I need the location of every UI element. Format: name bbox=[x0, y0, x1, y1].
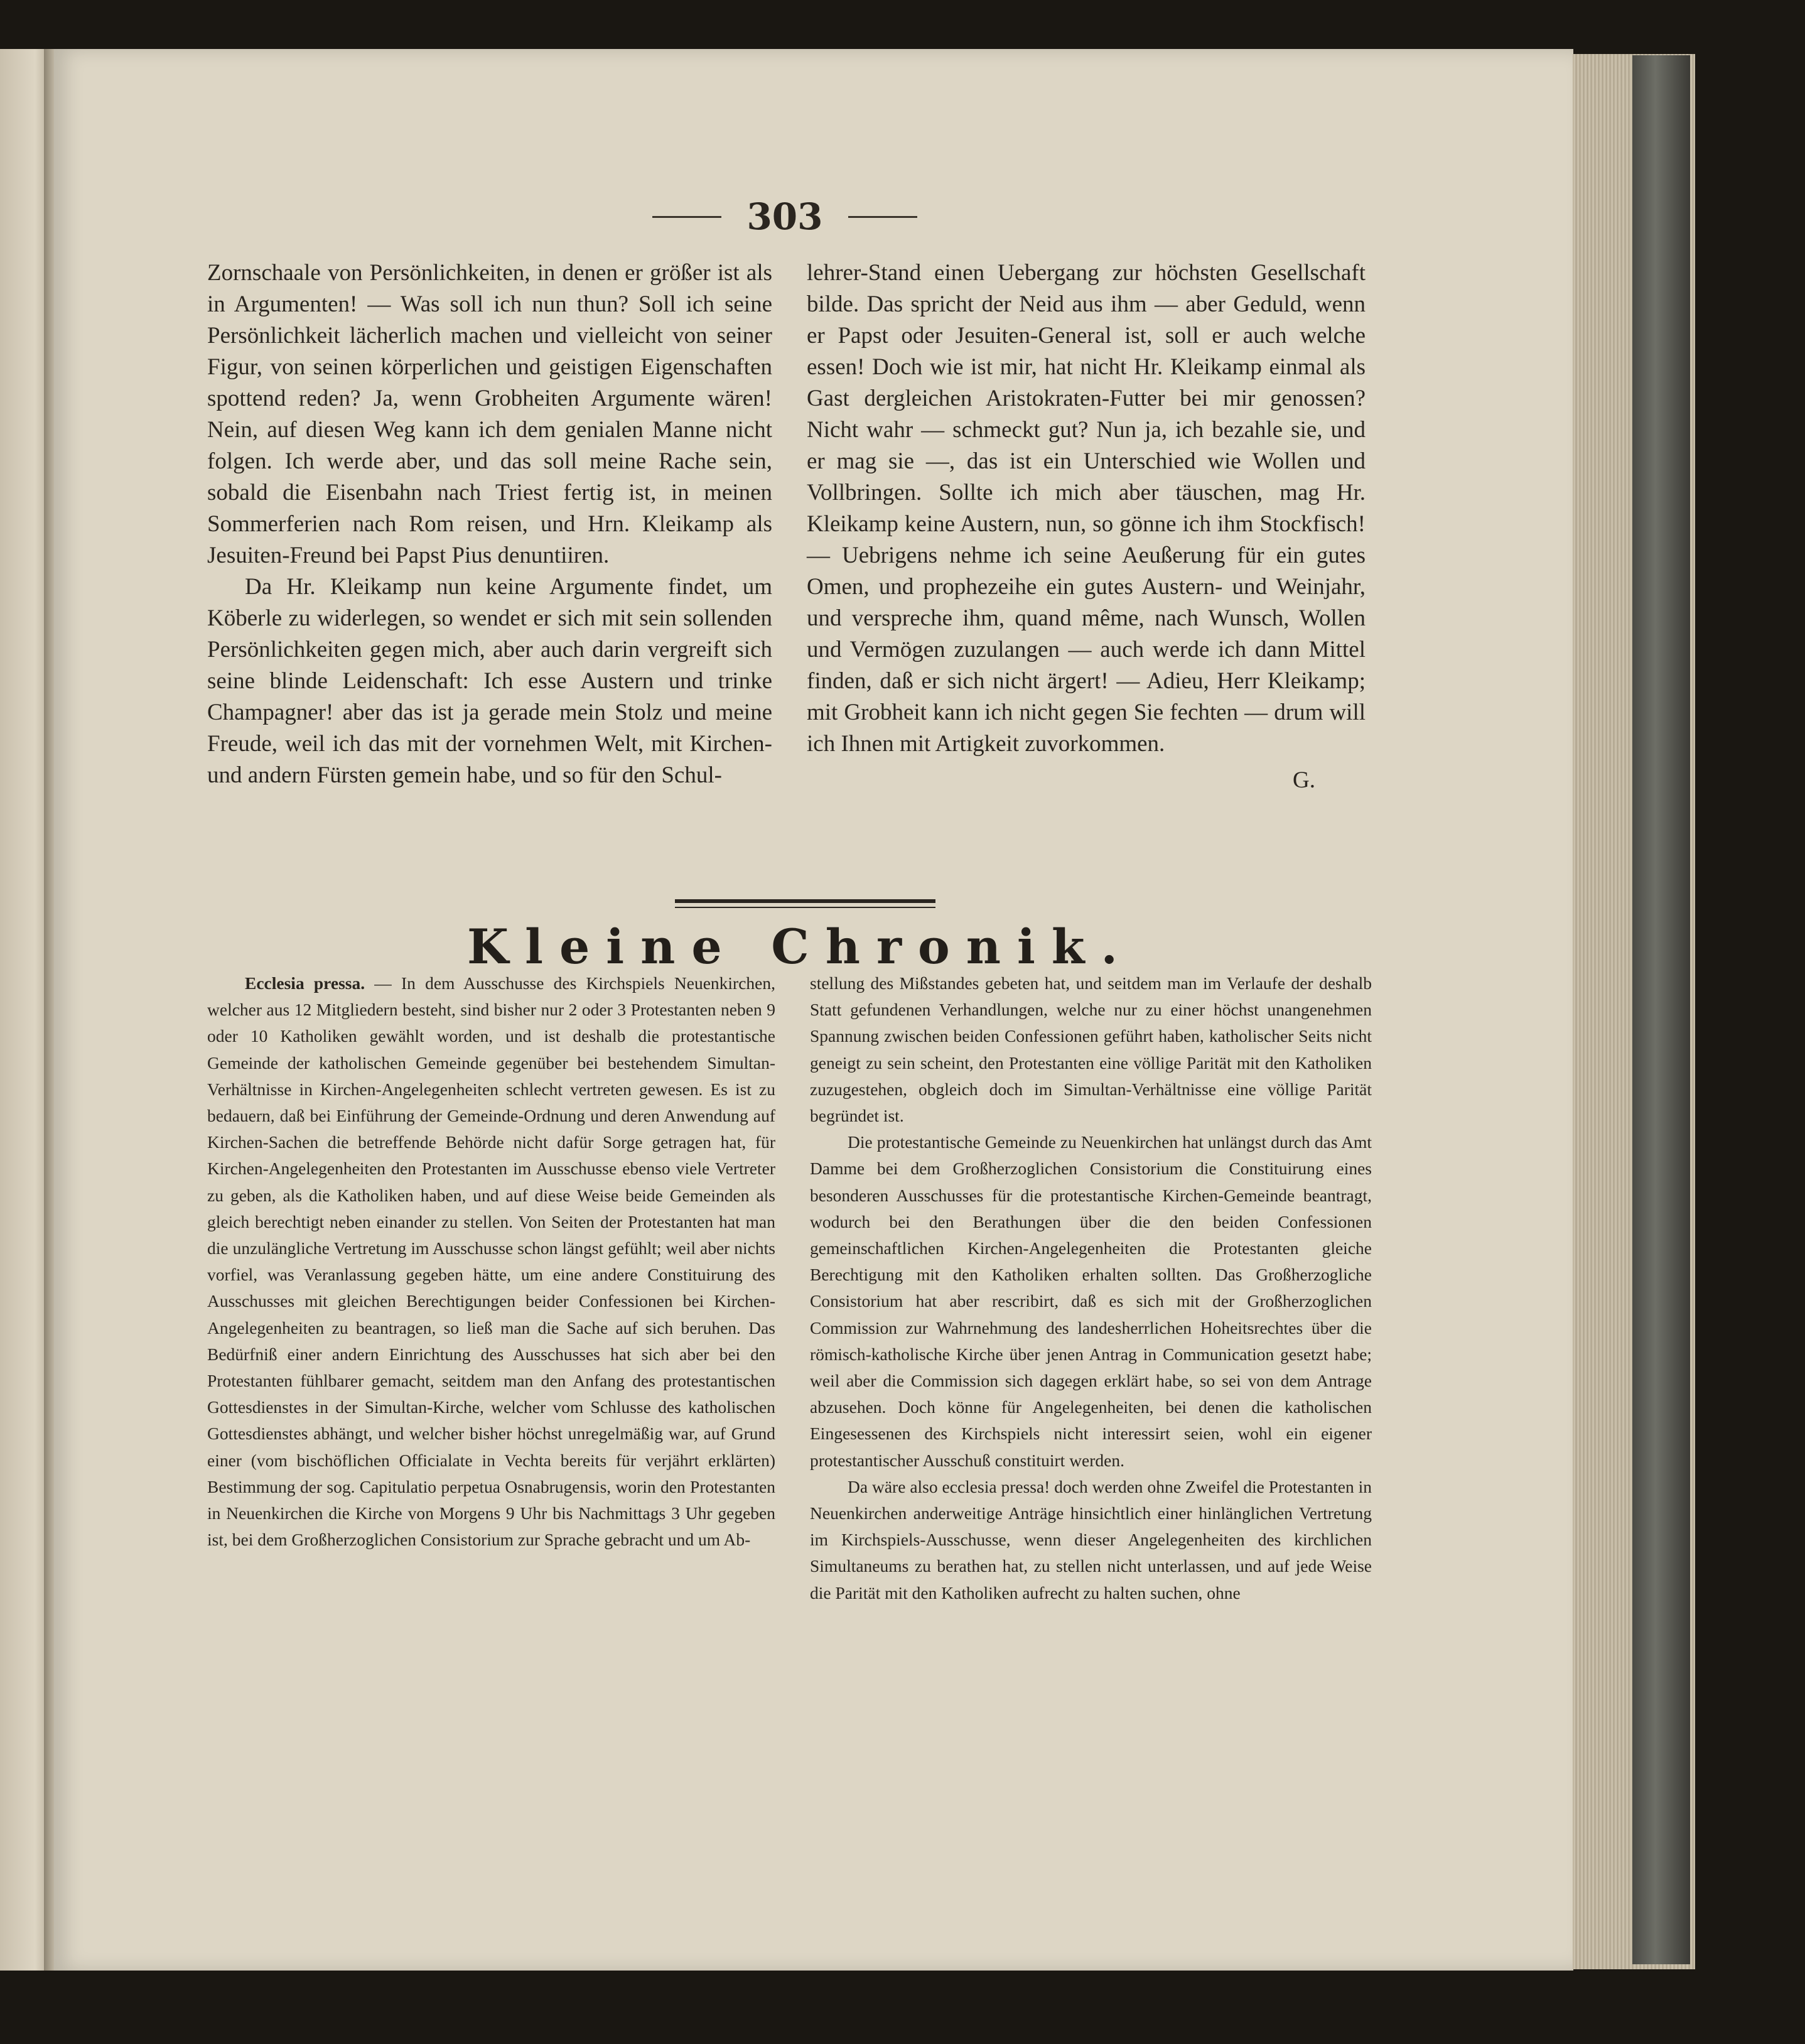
article-left-column bbox=[207, 257, 772, 791]
page-number: 303 bbox=[746, 195, 823, 238]
chronicle-paragraph bbox=[207, 970, 775, 1553]
section-title: Kleine Chronik. bbox=[467, 919, 1134, 975]
article-signature: G. bbox=[1293, 767, 1315, 793]
header-rule-left bbox=[652, 216, 721, 218]
book-spine bbox=[1632, 55, 1690, 1964]
chronicle-paragraph: Da wäre also ecclesia pressa! doch werden ohne Zweifel die Protestanten in Neuenkirchen anderweitige Anträge hinsichtlich einer hinlänglichen Vertretung im Kirchspiels-Ausschusse, wenn dieser Angelegenheiten des kirchlichen Simultaneums zu berathen hat, zu stellen nicht unterlassen, und auf jede Weise die Parität mit den Katholiken aufrecht zu halten suchen, ohne bbox=[810, 1476, 1372, 1603]
facing-page-edge bbox=[0, 49, 50, 1971]
chronicle-lead: Ecclesia pressa. bbox=[245, 973, 365, 993]
article-right-column bbox=[807, 257, 1366, 796]
section-divider bbox=[675, 899, 935, 908]
chronicle-text: — In dem Ausschusse des Kirchspiels Neuenkirchen, welcher aus 12 Mitgliedern besteht, sind bisher nur 2 oder 3 Protestanten neben 9 oder 10 Katholiken gewählt worden, und ist deshalb die protestantische Gemeinde der katholischen Gemeinde gegenüber bei bestehendem Simultan-Verhältnisse in Kirchen-Angelegenheiten schlecht vertreten gewesen. Es ist zu bedauern, daß bei Einführung der Gemeinde-Ordnung und deren Anwendung auf Kirchen-Sachen die betreffende Behörde nicht dafür Sorge getragen hat, für Kirchen-Angelegenheiten den Protestanten im Ausschusse ebenso viele Vertreter zu geben, als die Katholiken haben, und auf diese Weise beide Gemeinden als gleich berechtigt neben einander zu stellen. Von Seiten der Protestanten hat man die unzulängliche Vertretung im Ausschusse schon längst gefühlt; weil aber nichts vorfiel, was Veranlassung gegeben hätte, um eine andere Constituirung des Ausschusses mit gleichen Berechtigungen beider Confessionen bei Kirchen-Angelegenheiten zu beantragen, so ließ man die Sache auf sich beruhen. Das Bedürfniß einer andern Einrichtung des Ausschusses hat sich aber bei den Protestanten fühlbarer gemacht, seitdem man den Anfang des protestantischen Gottesdienstes in der Simultan-Kirche, welcher vom Schlusse des katholischen Gottesdienstes abhängt, und welcher bisher höchst unregelmäßig war, auf Grund einer (vom bischöflichen Officialate in Vechta bereits für verjährt erklärten) Bestimmung der sog. Capitulatio perpetua Osnabrugensis, worin den Protestanten in Neuenkirchen die Kirche von Morgens 9 Uhr bis Nachmittags 3 Uhr gegeben ist, bei dem Großherzoglichen Consistorium zur Sprache gebracht und um Ab- bbox=[207, 973, 775, 1550]
article-paragraph: Da Hr. Kleikamp nun keine Argumente findet, um Köberle zu widerlegen, so wendet er sich mit sein sollenden Persönlichkeiten gegen mich, aber auch darin vergreift sich seine blinde Leidenschaft: Ich esse Austern und trinke Champagner! aber das ist ja gerade mein Stolz und meine Freude, weil ich das mit der vornehmen Welt, mit Kirchen- und andern Fürsten gemein habe, und so für den Schul- bbox=[207, 574, 772, 788]
chronicle-paragraph: stellung des Mißstandes gebeten hat, und seitdem man im Verlaufe der deshalb Statt gefundenen Verhandlungen, welche nur zu einer höchst unangenehmen Spannung zwischen beiden Confessionen geführt haben, katholischer Seits nicht geneigt zu sein scheint, den Protestanten eine völlige Parität mit den Katholiken zuzugestehen, obgleich doch im Simultan-Verhältnisse eine völlige Parität begründet ist. bbox=[810, 973, 1372, 1126]
chronicle-paragraph: Die protestantische Gemeinde zu Neuenkirchen hat unlängst durch das Amt Damme bei dem Großherzoglichen Consistorium die Constituirung eines besonderen Ausschusses für die protestantische Kirchen-Gemeinde beantragt, wodurch bei den Berathungen über die den beiden Confessionen gemeinschaftlichen Kirchen-Angelegenheiten die Protestanten gleiche Berechtigung mit den Katholiken erhalten sollten. Das Großherzogliche Consistorium hat aber rescribirt, daß es sich mit der Großherzoglichen Commission zur Wahrnehmung des landesherrlichen Hoheitsrechtes über die römisch-katholische Kirche über jenen Antrag in Communication gesetzt habe; weil aber die Commission sich dagegen erklärt habe, so sei von dem Antrage abzusehen. Doch könne für Angelegenheiten, bei denen die katholischen Eingesessenen des Kirchspiels nicht interessirt seien, wohl ein eigener protestantischer Ausschuß constituirt werden. bbox=[810, 1132, 1372, 1470]
chronicle-right-column bbox=[810, 970, 1372, 1606]
header-rule-right bbox=[848, 216, 917, 218]
article-paragraph: Zornschaale von Persönlichkeiten, in denen er größer ist als in Argumenten! — Was soll ich nun thun? Soll ich seine Persönlichkeit lächerlich machen und vielleicht von seiner Figur, von seinen körperlichen und geistigen Eigenschaften spottend reden? Ja, wenn Grobheiten Argumente wären! Nein, auf diesen Weg kann ich dem genialen Manne nicht folgen. Ich werde aber, und das soll meine Rache sein, sobald die Eisenbahn nach Triest fertig ist, in meinen Sommerferien nach Rom reisen, und Hrn. Kleikamp als Jesuiten-Freund bei Papst Pius denuntiiren. bbox=[207, 260, 772, 568]
chronicle-left-column bbox=[207, 970, 775, 1553]
article-paragraph: lehrer-Stand einen Uebergang zur höchsten Gesellschaft bilde. Das spricht der Neid aus ihm — aber Geduld, wenn er Papst oder Jesuiten-General ist, soll er auch welche essen! Doch wie ist mir, hat nicht Hr. Kleikamp einmal als Gast dergleichen Aristokraten-Futter bei mir genossen? Nicht wahr — schmeckt gut? Nun ja, ich bezahle sie, und er mag sie —, das ist ein Unterschied wie Wollen und Vollbringen. Sollte ich mich aber täuschen, mag Hr. Kleikamp keine Austern, nun, so gönne ich ihm Stockfisch! — Uebrigens nehme ich seine Aeußerung für ein gutes Omen, und prophezeihe ein gutes Austern- und Weinjahr, und verspreche ihm, quand même, nach Wunsch, Wollen und Vermögen zuzulangen — auch werde ich dann Mittel finden, daß er sich nicht ärgert! — Adieu, Herr Kleikamp; mit Grobheit kann ich nicht gegen Sie fechten — drum will ich Ihnen mit Artigkeit zuvorkommen. bbox=[807, 260, 1366, 757]
page-header bbox=[628, 192, 942, 242]
